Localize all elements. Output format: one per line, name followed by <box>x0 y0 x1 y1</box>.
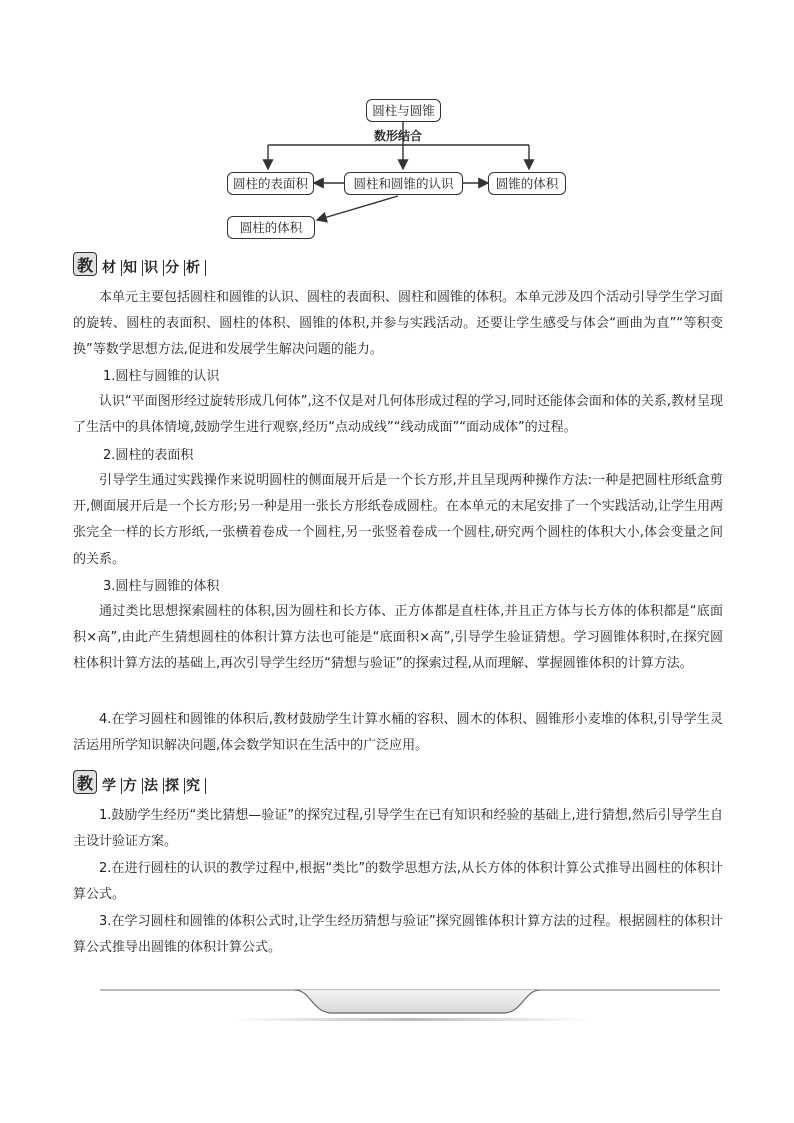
item-1-text: 认识“平面图形经过旋转形成几何体”,这不仅是对几何体形成过程的学习,同时还能体会面和体的关系,教材呈现了生活中的具体情境,鼓励学生进行观察,经历“点动成线”“线动成面”“面动成体”的过程。 <box>73 394 723 436</box>
section-badge: 教 <box>73 770 97 794</box>
method-2-text: 2.在进行圆柱的认识的教学过程中,根据“类比”的数学思想方法,从长方体的体积计算公式推导出圆柱的体积计算公式。 <box>73 861 723 903</box>
diagram-node-center: 圆柱和圆锥的认识 <box>344 172 463 195</box>
section-title-char: 知 <box>122 260 143 276</box>
section-title <box>101 778 206 794</box>
section-title-char: 分 <box>164 260 185 276</box>
item-2-text: 引导学生通过实践操作来说明圆柱的侧面展开后是一个长方形,并且呈现两种操作方法:一种是把圆柱形纸盒剪开,侧面展开后是一个长方形;另一种是用一张长方形纸卷成圆柱。在本单元的末尾安排了一个实践活动,让学生用两张完全一样的长方形纸,一张横着卷成一个圆柱,另一张竖着卷成一个圆柱,研究两个圆柱的体积大小,体会变量之间的关系。 <box>73 473 723 567</box>
method-3-text: 3.在学习圆柱和圆锥的体积公式时,让学生经历猜想与验证”探究圆锥体积计算方法的过程。根据圆柱的体积计算公式推导出圆锥的体积计算公式。 <box>73 914 723 956</box>
section-title-char: 究 <box>185 778 206 794</box>
arrow-center-bottom <box>317 196 398 220</box>
section-heading-materials <box>73 250 206 276</box>
section-title-char: 材 <box>101 260 122 276</box>
item-1-title: 1.圆柱与圆锥的认识 <box>103 369 220 384</box>
section-badge: 教 <box>73 252 97 276</box>
section-title-char: 析 <box>185 260 206 276</box>
section-title-char: 方 <box>122 778 143 794</box>
item-3-text: 通过类比思想探索圆柱的体积,因为圆柱和长方体、正方体都是直柱体,并且正方体与长方体的体积都是“底面积×高”,由此产生猜想圆柱的体积计算方法也可能是“底面积×高”,引导学生验证猜想。学习圆锥体积时,在探究圆柱体积计算方法的基础上,再次引导学生经历“猜想与验证”的探索过程,从而理解、掌握圆锥体积的计算方法。 <box>73 604 723 672</box>
item-3-title: 3.圆柱与圆锥的体积 <box>103 579 220 594</box>
diagram-node-left: 圆柱的表面积 <box>227 172 314 195</box>
section-title-char: 探 <box>164 778 185 794</box>
diagram-node-right: 圆锥的体积 <box>488 172 566 195</box>
footer-tab-decoration <box>100 983 720 1028</box>
diagram-connectors <box>0 0 794 245</box>
item-4-text: 4.在学习圆柱和圆锥的体积后,教材鼓励学生计算水桶的容积、圆木的体积、圆锥形小麦堆的体积,引导学生灵活运用所学知识解决问题,体会数学知识在生活中的广泛应用。 <box>73 712 723 754</box>
section-title-char: 识 <box>143 260 164 276</box>
diagram-edge-label: 数形结合 <box>374 129 423 143</box>
intro-paragraph: 本单元主要包括圆柱和圆锥的认识、圆柱的表面积、圆柱和圆锥的体积。本单元涉及四个活动引导学生学习面的旋转、圆柱的表面积、圆柱的体积、圆锥的体积,并参与实践活动。还要让学生感受与体会“画曲为直”“等积变换”等数学思想方法,促进和发展学生解决问题的能力。 <box>73 290 724 358</box>
method-1-text: 1.鼓励学生经历“类比猜想—验证”的探究过程,引导学生在已有知识和经验的基础上,进行猜想,然后引导学生自主设计验证方案。 <box>73 808 723 850</box>
section-title-char: 学 <box>101 778 122 794</box>
diagram-node-bottom: 圆柱的体积 <box>227 216 315 239</box>
item-2-title: 2.圆柱的表面积 <box>103 448 194 463</box>
diagram-node-root: 圆柱与圆锥 <box>366 99 441 122</box>
concept-diagram <box>0 0 794 245</box>
section-heading-methods <box>73 768 206 794</box>
section-title-char: 法 <box>143 778 164 794</box>
section-title <box>101 260 206 276</box>
